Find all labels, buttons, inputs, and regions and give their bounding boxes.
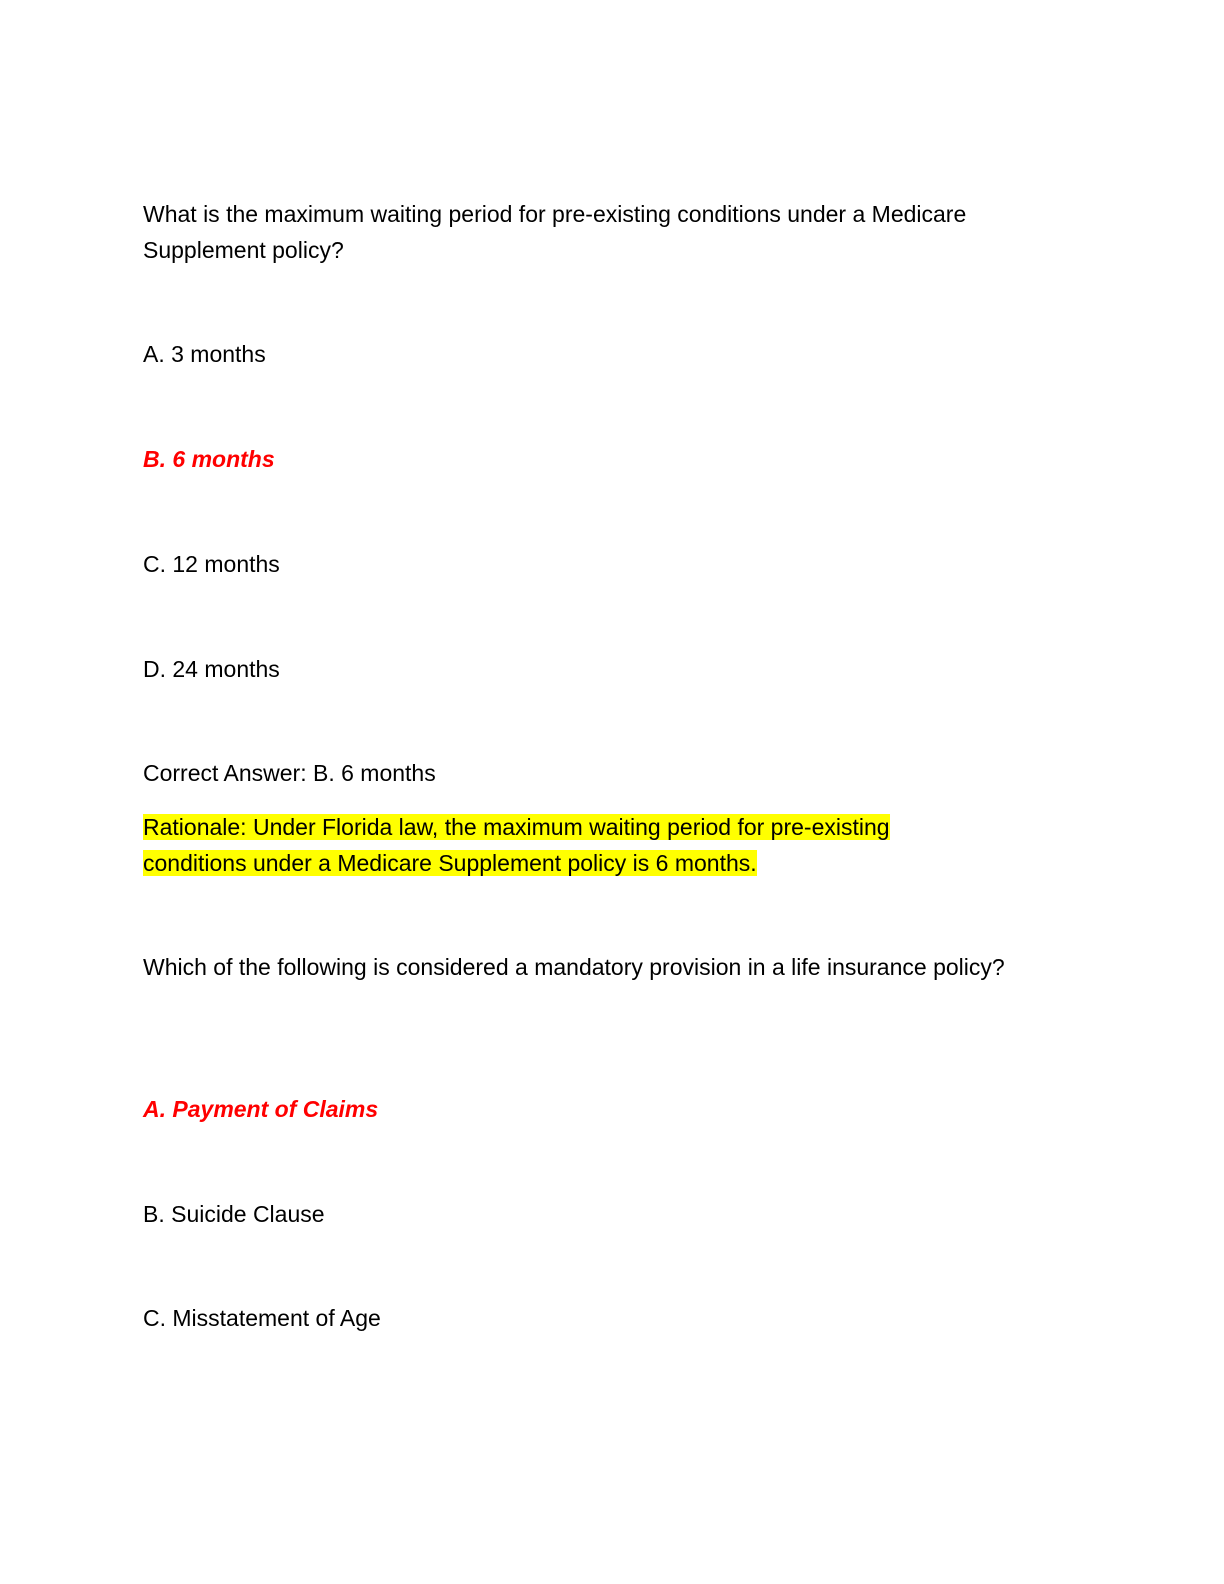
rationale-highlight: Rationale: Under Florida law, the maximum waiting period for pre-existing conditions under a Medicare Supplement policy is 6 months. xyxy=(143,814,890,876)
question-1-option-b: B. 6 months xyxy=(143,446,275,472)
question-1-correct-answer: Correct Answer: B. 6 months xyxy=(143,760,436,786)
question-2-text: Which of the following is considered a mandatory provision in a life insurance policy? xyxy=(143,954,1005,980)
question-2-option-c: C. Misstatement of Age xyxy=(143,1305,381,1331)
question-1-option-c: C. 12 months xyxy=(143,551,280,577)
question-1-rationale xyxy=(143,809,993,881)
question-1-option-a: A. 3 months xyxy=(143,341,266,367)
question-1-option-d: D. 24 months xyxy=(143,656,280,682)
question-2-option-a: A. Payment of Claims xyxy=(143,1096,379,1122)
question-1-text: What is the maximum waiting period for pre-existing conditions under a Medicare Supplement policy? xyxy=(143,201,967,263)
question-2-option-b: B. Suicide Clause xyxy=(143,1201,325,1227)
